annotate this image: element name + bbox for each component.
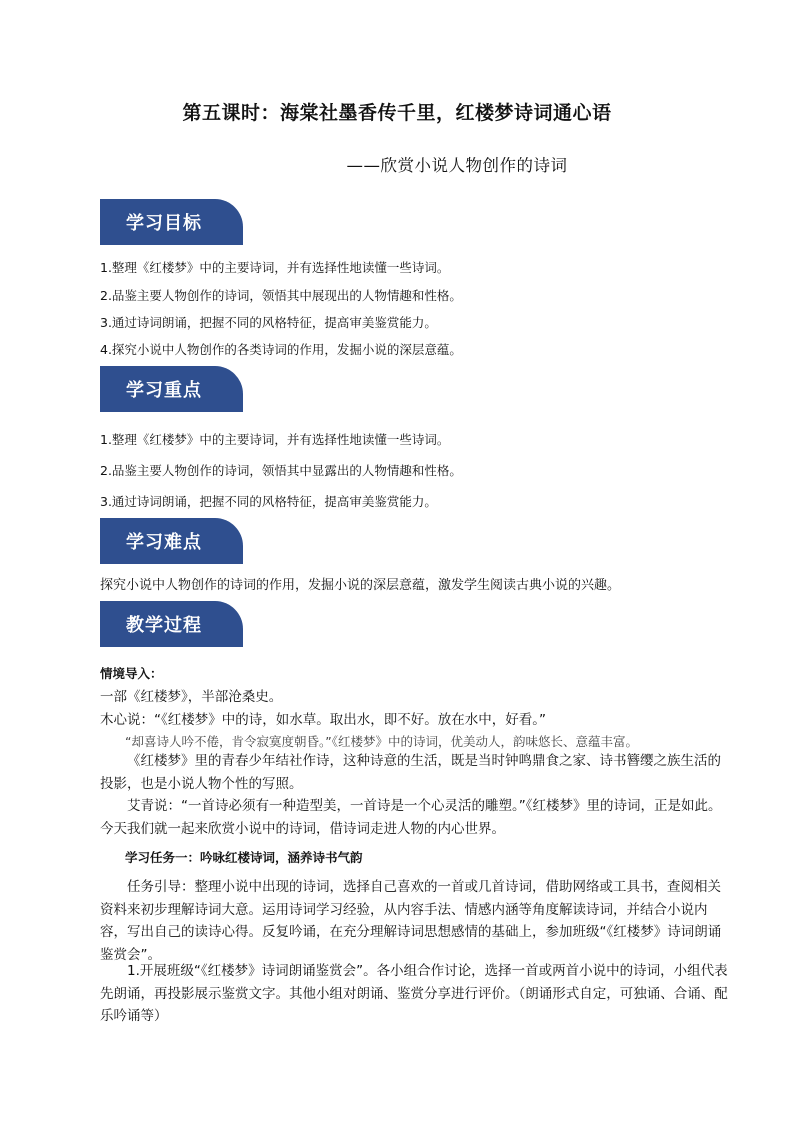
objective-item: 2.品鉴主要人物创作的诗词，领悟其中展现出的人物情趣和性格。 — [100, 288, 462, 303]
intro-line: “却喜诗人吟不倦，肯令寂寞度朝昏。”《红楼梦》中的诗词，优美动人，韵味悠长、意蕴丰富。 — [125, 734, 638, 749]
intro-line: 木心说：“《红楼梦》中的诗，如水草。取出水，即不好。放在水中，好看。” — [100, 712, 546, 728]
intro-line: 《红楼梦》里的青春少年结社作诗，这种诗意的生活，既是当时钟鸣鼎食之家、诗书簪缨之族生活的投影，也是小说人物个性的写照。 — [100, 753, 721, 792]
difficulty-text: 探究小说中人物创作的诗词的作用，发掘小说的深层意蕴，激发学生阅读古典小说的兴趣。 — [100, 578, 621, 593]
page-subtitle: ——欣赏小说人物创作的诗词 — [346, 156, 568, 175]
section-header-key-points: 学习重点 — [100, 366, 243, 412]
page-title: 第五课时：海棠社墨香传千里，红楼梦诗词通心语 — [182, 102, 612, 124]
objective-item: 4.探究小说中人物创作的各类诗词的作用，发掘小说的深层意蕴。 — [100, 342, 462, 357]
intro-line: 一部《红楼梦》，半部沧桑史。 — [100, 689, 283, 705]
objective-item: 3.通过诗词朗诵，把握不同的风格特征，提高审美鉴赏能力。 — [100, 315, 437, 330]
section-header-difficulties: 学习难点 — [100, 518, 243, 564]
section-header-objectives: 学习目标 — [100, 199, 243, 245]
key-point-item: 1.整理《红楼梦》中的主要诗词，并有选择性地读懂一些诗词。 — [100, 432, 450, 447]
key-point-item: 2.品鉴主要人物创作的诗词，领悟其中显露出的人物情趣和性格。 — [100, 463, 462, 478]
intro-line: 艾青说：“一首诗必须有一种造型美，一首诗是一个心灵活的雕塑。”《红楼梦》里的诗词，正是如此。今天我们就一起来欣赏小说中的诗词，借诗词走进人物的内心世界。 — [100, 798, 722, 837]
task1-title: 学习任务一：吟咏红楼诗词，涵养诗书气韵 — [125, 850, 363, 865]
task1-guide: 任务引导：整理小说中出现的诗词，选择自己喜欢的一首或几首诗词，借助网络或工具书，查阅相关资料来初步理解诗词大意。运用诗词学习经验，从内容手法、情感内涵等角度解读诗词，并结合小说内容，写出自己的读诗心得。反复吟诵，在充分理解诗词思想感情的基础上，参加班级“《红楼梦》诗词朗诵鉴赏会”。 — [100, 879, 722, 963]
task1-step1: 1.开展班级“《红楼梦》诗词朗诵鉴赏会”。各小组合作讨论，选择一首或两首小说中的诗词，小组代表先朗诵，再投影展示鉴赏文字。其他小组对朗诵、鉴赏分享进行评价。（朗诵形式自定，可独诵、合诵、配乐吟诵等） — [100, 963, 728, 1024]
section-header-process: 教学过程 — [100, 601, 243, 647]
key-point-item: 3.通过诗词朗诵，把握不同的风格特征，提高审美鉴赏能力。 — [100, 494, 437, 509]
objective-item: 1.整理《红楼梦》中的主要诗词，并有选择性地读懂一些诗词。 — [100, 260, 450, 275]
intro-label: 情境导入： — [100, 666, 163, 681]
